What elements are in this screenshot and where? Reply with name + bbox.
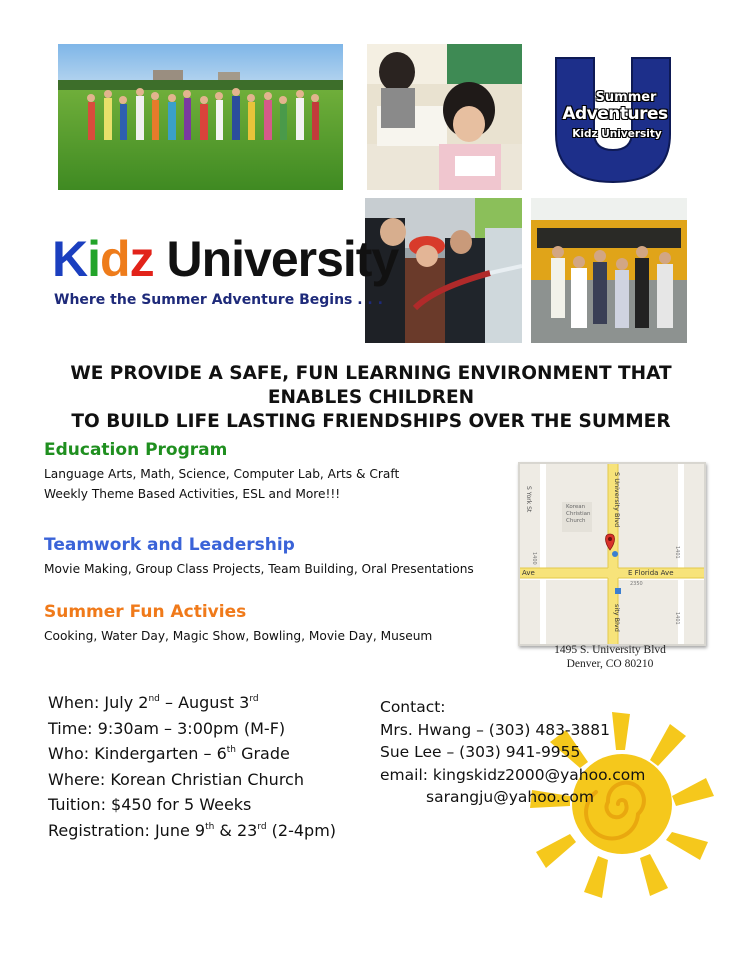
info-when-sup: rd [249,694,259,704]
map-label-york: S York St [525,486,532,513]
info-who-text: Grade [235,744,290,764]
section-line: Weekly Theme Based Activities, ESL and More!!! [44,487,341,501]
info-when-sup: nd [148,694,160,704]
address-line-1: 1495 S. University Blvd [554,644,666,656]
section-line: Cooking, Water Day, Magic Show, Bowling, Movie Day, Museum [44,629,433,643]
map-address [518,643,702,671]
logo-line-summer: Summer [595,90,657,105]
info-reg-sup: th [205,821,215,832]
info-when-text: – August 3 [159,693,250,712]
info-who-sup: th [226,745,236,756]
brand-letter-k: K [52,231,88,287]
info-reg-text: & 23 [214,820,258,840]
info-when [48,690,336,716]
brand-letter-d: d [100,231,130,287]
info-registration [48,818,336,844]
map-label-university: S University Blvd [613,472,621,528]
contact-email-2[interactable]: sarangju@yahoo.com [426,788,594,807]
info-who [48,741,336,767]
contact-lee: Sue Lee – (303) 941-9955 [380,743,581,762]
brand-letter-i: i [87,231,101,287]
photo-studying [367,44,522,190]
info-where: Where: Korean Christian Church [48,769,304,789]
address-line-2: Denver, CO 80210 [566,658,654,670]
info-reg-text: Registration: June 9 [48,820,206,840]
map-label-ave: Ave [522,569,535,577]
brand-word-university: University [166,231,399,287]
contact-block [380,696,645,809]
info-tuition: Tuition: $450 for 5 Weeks [48,795,252,815]
brand-letter-z: z [129,231,154,287]
contact-email-1[interactable]: email: kingskidz2000@yahoo.com [380,765,646,784]
tagline: Where the Summer Adventure Begins . . . [54,292,383,308]
map-label-1401b: 1401 [674,612,680,625]
photo-school-bus [531,198,687,343]
section-teamwork [44,535,474,579]
location-map [518,462,706,646]
info-when-text: When: July 2 [48,693,149,712]
contact-heading: Contact: [380,698,446,716]
section-title: Summer Fun Activies [44,602,247,622]
contact-hwang: Mrs. Hwang – (303) 483-3881 [380,720,611,739]
info-who-text: Who: Kindergarten – 6 [48,744,227,764]
map-label-1401: 1401 [674,546,680,559]
section-fun [44,602,432,646]
mission-statement [20,362,722,434]
map-label-church: Korean Christian Church [566,504,591,524]
section-title: Education Program [44,440,228,460]
map-label-2350: 2350 [630,581,643,587]
info-reg-text: (2-4pm) [266,820,337,840]
section-education [44,440,399,504]
section-title: Teamwork and Leadership [44,535,295,555]
logo-line-adventures: Adventures [562,104,668,124]
mission-line-2: TO BUILD LIFE LASTING FRIENDSHIPS OVER THE SUMMER [71,411,671,432]
info-time: Time: 9:30am – 3:00pm (M-F) [48,718,286,738]
map-label-university-2: sity Blvd [613,604,621,632]
brand-title [52,230,398,288]
map-label-1400: 1400 [531,552,537,565]
section-line: Movie Making, Group Class Projects, Team Building, Oral Presentations [44,562,474,576]
photo-group-kids [58,44,343,190]
logo-line-kidz: Kidz University [572,128,662,140]
summer-adventures-logo [552,54,674,186]
section-line: Language Arts, Math, Science, Computer Lab, Arts & Craft [44,467,400,481]
info-reg-sup: rd [257,821,267,832]
map-label-florida: E Florida Ave [628,569,674,577]
mission-line-1: WE PROVIDE A SAFE, FUN LEARNING ENVIRONMENT THAT ENABLES CHILDREN [70,363,672,408]
program-info [48,690,336,844]
